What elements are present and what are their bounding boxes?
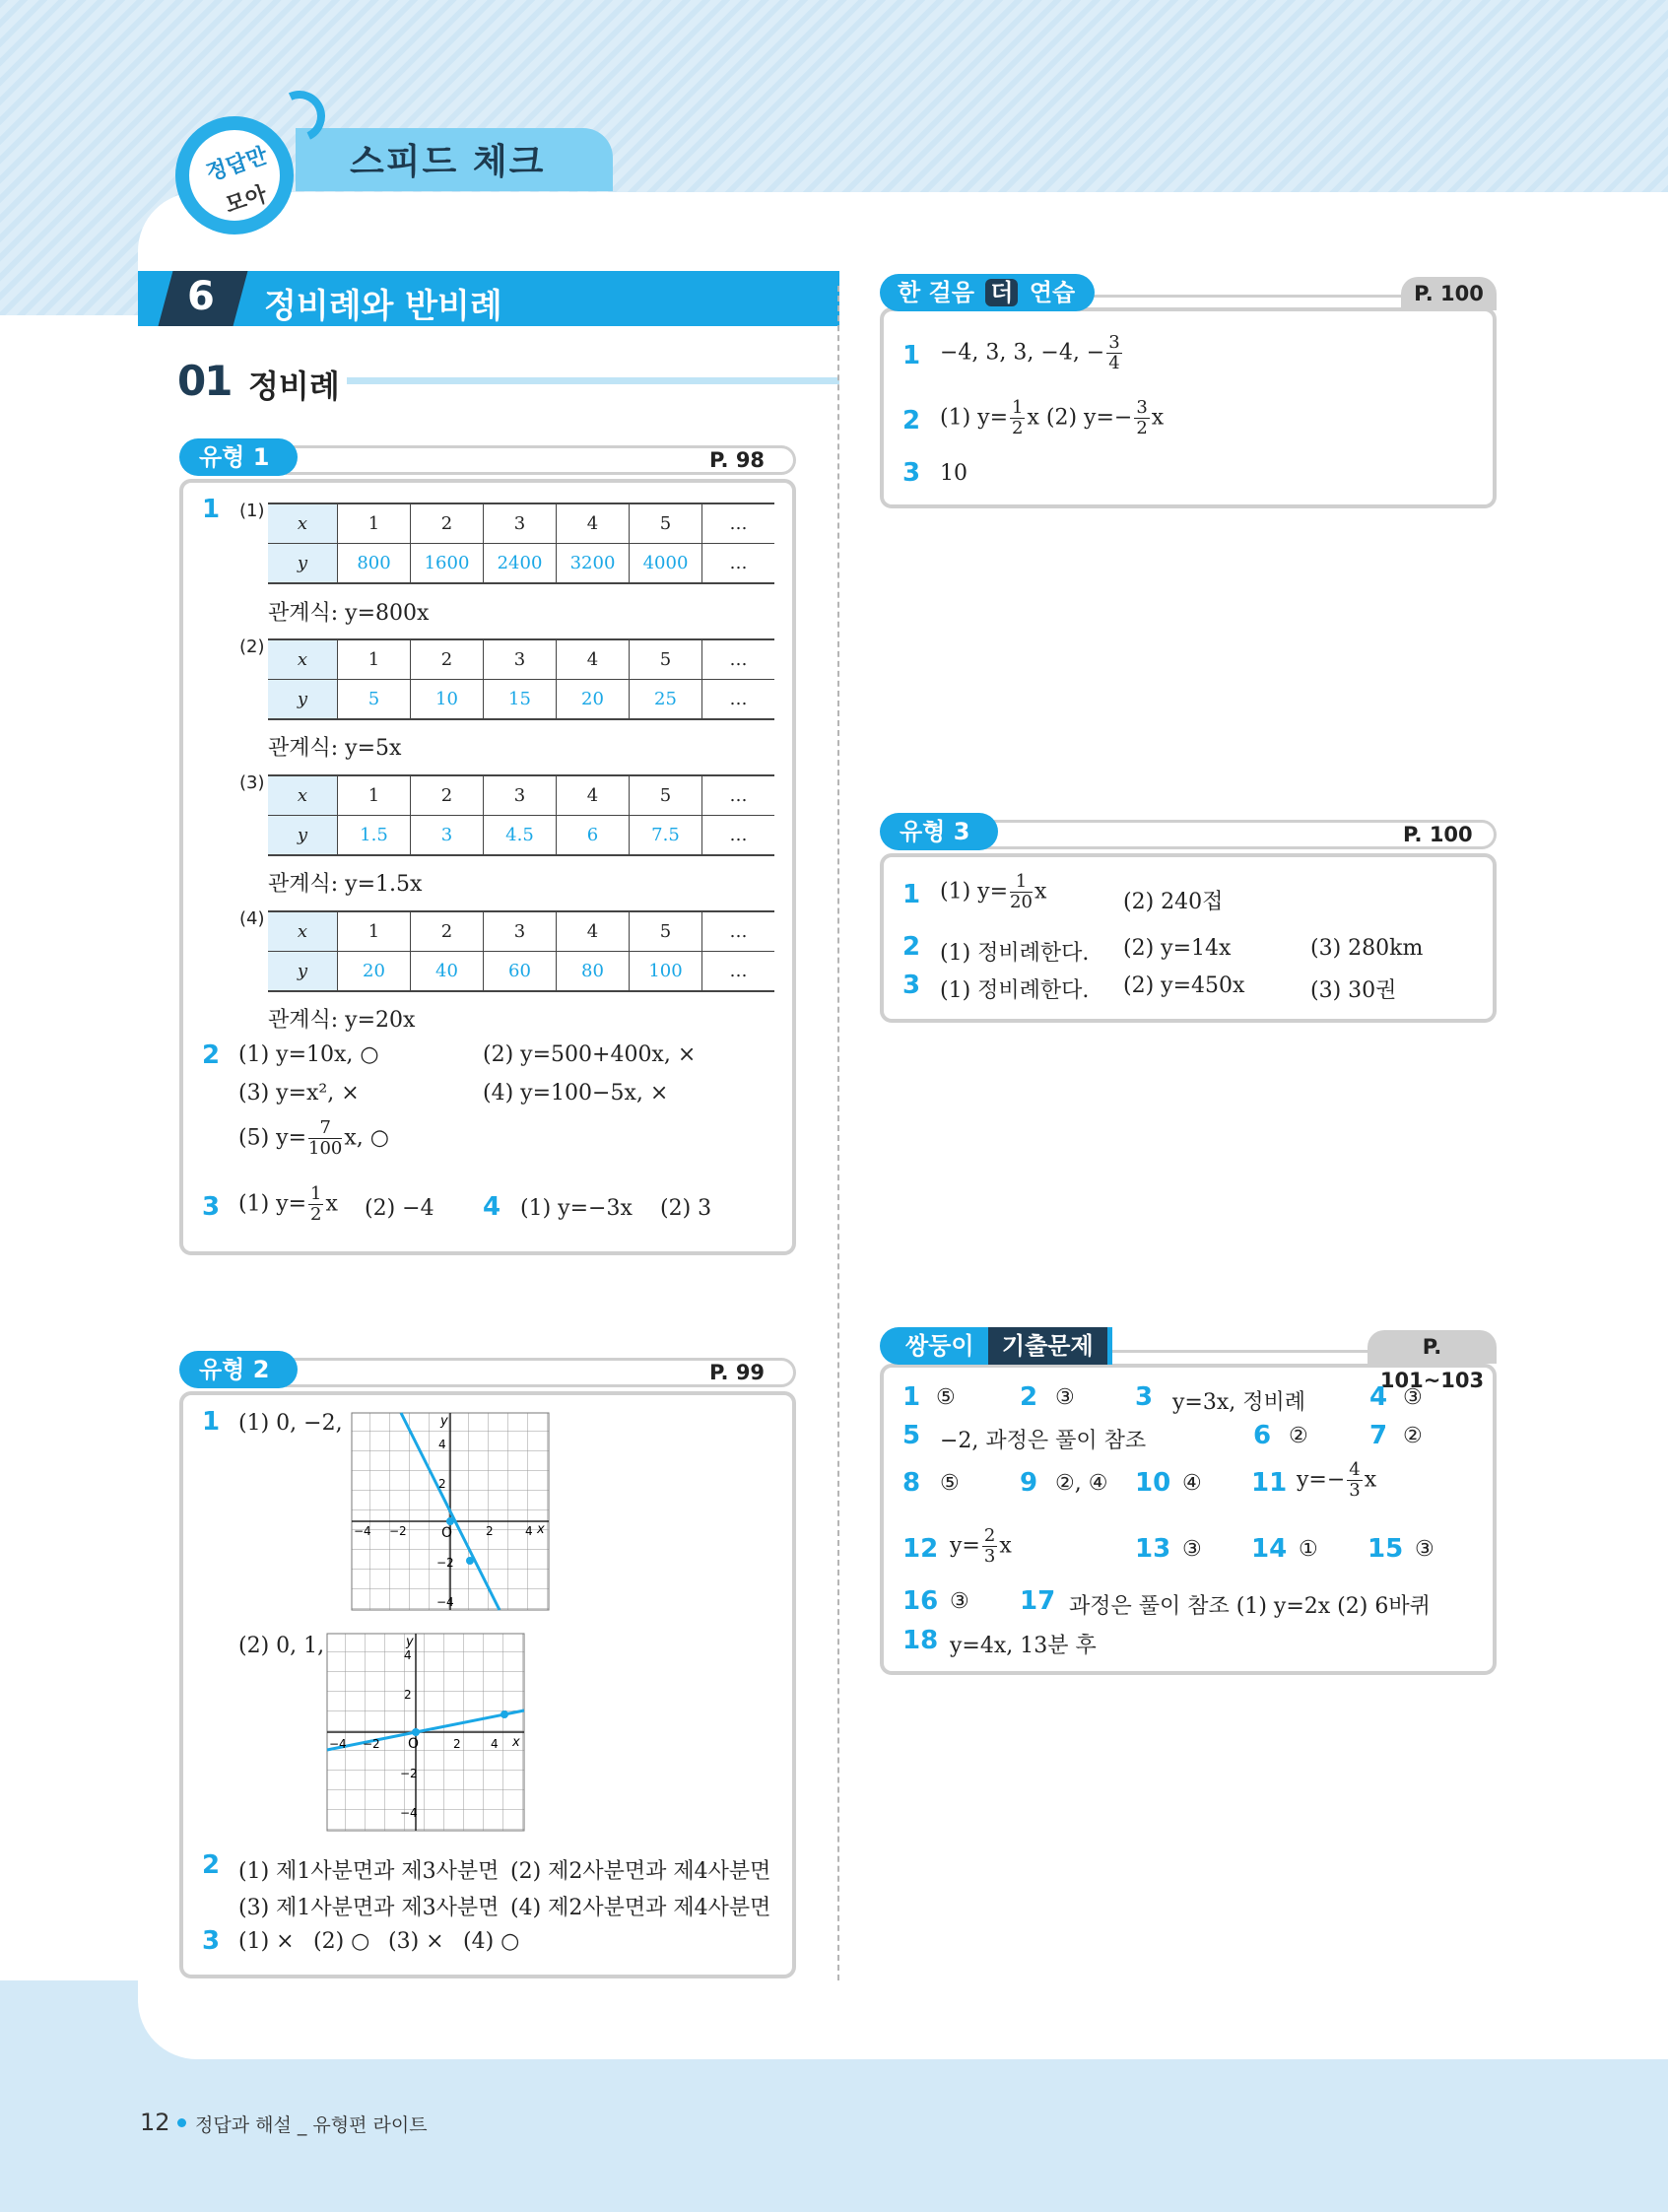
relation-text: 관계식: y=1.5x — [268, 872, 423, 897]
table-cell: y — [268, 680, 338, 720]
answer-text: −4, 3, 3, −4, − — [940, 340, 1105, 366]
answer: (3) 280km — [1310, 936, 1424, 961]
fraction — [1347, 1460, 1362, 1501]
answer: (3) y=x², × — [238, 1081, 360, 1106]
answer: ⑤ — [940, 1471, 960, 1496]
denominator: 2 — [1136, 418, 1148, 438]
answer: ① — [1299, 1537, 1318, 1562]
answer: (2) 240접 — [1123, 890, 1224, 914]
table-cell: … — [702, 816, 775, 856]
practice-page-ref: P. 100 — [1401, 277, 1497, 310]
answer-text: x — [325, 1191, 338, 1217]
q-number: 9 — [1020, 1468, 1038, 1498]
type2-page-ref: P. 99 — [709, 1361, 766, 1384]
x-row — [268, 639, 774, 680]
q-number: 3 — [202, 1926, 221, 1956]
table-cell: x — [268, 503, 338, 544]
q-number: 18 — [902, 1626, 939, 1655]
table-cell: 1 — [338, 503, 411, 544]
section-rule — [347, 377, 839, 384]
answer: (2) y=450x — [1123, 973, 1245, 998]
answer: (1) 제1사분면과 제3사분면 — [238, 1859, 500, 1884]
type3-tab: 유형 3 — [880, 813, 998, 850]
chapter-number: 6 — [187, 274, 215, 319]
answer-text: x (2) y=− — [1027, 405, 1133, 431]
answer-text: x — [999, 1533, 1012, 1559]
answer: (2) 0, 1, — [238, 1634, 325, 1658]
answer: y=3x, 정비례 — [1172, 1390, 1306, 1415]
tick-label: 4 — [491, 1737, 499, 1751]
numerator: 4 — [1349, 1459, 1361, 1480]
answer: (2) y=14x — [1123, 936, 1232, 961]
table-cell: 3200 — [557, 544, 630, 584]
table-cell: 1.5 — [338, 816, 411, 856]
q-number: 8 — [902, 1468, 921, 1498]
table-cell: 1 — [338, 911, 411, 952]
q-number: 3 — [202, 1192, 221, 1222]
fraction — [308, 1184, 323, 1225]
fraction — [1106, 333, 1121, 373]
denominator: 2 — [310, 1204, 322, 1225]
answer: (2) 제2사분면과 제4사분면 — [510, 1859, 771, 1884]
table-cell: … — [702, 775, 775, 816]
q-number: 2 — [902, 932, 921, 962]
q-number: 3 — [902, 458, 921, 488]
q-number: 2 — [202, 1040, 221, 1070]
table-cell: x — [268, 911, 338, 952]
tick-label: −4 — [400, 1806, 418, 1820]
table-cell: 4 — [557, 775, 630, 816]
tick-label: −4 — [329, 1737, 347, 1751]
axis-label-x: x — [537, 1522, 545, 1537]
table-cell: 5 — [338, 680, 411, 720]
axis-label-y: y — [406, 1635, 414, 1649]
q-number: 7 — [1369, 1421, 1388, 1450]
badge-line2: 모아 — [222, 181, 270, 219]
answer: (1) × — [238, 1929, 295, 1954]
value-table — [268, 774, 774, 856]
answer-text: (1) y= — [238, 1191, 307, 1217]
q-number: 4 — [483, 1192, 501, 1222]
axis-label-y: y — [440, 1414, 448, 1429]
table-cell: 800 — [338, 544, 411, 584]
relation-text: 관계식: y=5x — [268, 736, 402, 761]
answer: (1) 정비례한다. — [940, 941, 1090, 966]
q-number: 1 — [202, 1407, 221, 1437]
answer: ⑤ — [936, 1385, 956, 1410]
tick-label: −4 — [354, 1524, 371, 1538]
answer: ③ — [1415, 1537, 1434, 1562]
table-cell: 60 — [484, 952, 557, 992]
table-cell: 2 — [411, 911, 484, 952]
answer: (2) −4 — [365, 1196, 434, 1221]
graph-point — [412, 1728, 420, 1736]
table-cell: x — [268, 775, 338, 816]
table-cell: 4 — [557, 503, 630, 544]
denominator: 100 — [308, 1138, 343, 1159]
section-number: 01 — [177, 357, 232, 405]
exam-tab-line — [1103, 1335, 1409, 1353]
x-row — [268, 911, 774, 952]
answer: (4) 제2사분면과 제4사분면 — [510, 1896, 771, 1920]
answer: ③ — [1403, 1385, 1423, 1410]
relation-text: 관계식: y=800x — [268, 601, 430, 626]
graph-point — [446, 1517, 454, 1525]
answer: (1) 0, −2, — [238, 1411, 343, 1436]
practice-tab-text: 연습 — [1029, 279, 1076, 306]
answer: ② — [1289, 1424, 1308, 1448]
tick-label: −2 — [389, 1524, 407, 1538]
answer: 과정은 풀이 참조 (1) y=2x (2) 6바퀴 — [1069, 1594, 1431, 1619]
table-cell: … — [702, 544, 775, 584]
numerator: 1 — [1012, 397, 1024, 418]
table-cell: … — [702, 952, 775, 992]
answer: (3) 30권 — [1310, 978, 1397, 1003]
table-cell: 3 — [484, 503, 557, 544]
q-number: 5 — [902, 1421, 921, 1450]
q-number: 1 — [902, 880, 921, 909]
footer-text: 정답과 해설 _ 유형편 라이트 — [195, 2114, 428, 2136]
q-number: 3 — [902, 971, 921, 1000]
table-cell: 2 — [411, 503, 484, 544]
answer: (4) ○ — [463, 1929, 520, 1954]
table-cell: … — [702, 503, 775, 544]
value-table — [268, 910, 774, 992]
page-title: 스피드 체크 — [350, 142, 546, 182]
table-cell: 1600 — [411, 544, 484, 584]
practice-tab-line — [1064, 280, 1409, 298]
numerator: 7 — [308, 1118, 342, 1139]
tick-label: −2 — [363, 1737, 380, 1751]
q-number: 11 — [1251, 1468, 1288, 1498]
answer-text: y= — [950, 1533, 980, 1559]
answer-text: x — [1151, 405, 1165, 431]
table-cell: 5 — [630, 503, 702, 544]
table-cell: 10 — [411, 680, 484, 720]
q-number: 1 — [902, 1382, 921, 1412]
denominator: 20 — [1010, 892, 1033, 912]
denominator: 3 — [1349, 1480, 1361, 1501]
numerator: 1 — [1010, 872, 1033, 893]
fraction — [308, 1118, 342, 1159]
part-label: (2) — [239, 637, 265, 657]
table-cell: 40 — [411, 952, 484, 992]
bullet-icon — [177, 2118, 186, 2127]
answer: 10 — [940, 461, 967, 486]
table-cell: 4 — [557, 639, 630, 680]
answer: (3) × — [388, 1929, 444, 1954]
answer: (1) y=−3x — [520, 1196, 633, 1221]
table-cell: 4 — [557, 911, 630, 952]
q-number: 12 — [902, 1534, 939, 1564]
answer: ③ — [950, 1589, 969, 1614]
table-cell: 1 — [338, 775, 411, 816]
type2-tab: 유형 2 — [179, 1351, 298, 1388]
tick-label: 2 — [438, 1477, 446, 1491]
table-cell: y — [268, 816, 338, 856]
answer: (2) 3 — [660, 1196, 712, 1221]
table-cell: 5 — [630, 639, 702, 680]
exam-page-ref: P. 101~103 — [1368, 1330, 1497, 1364]
fraction — [1010, 872, 1033, 912]
exam-tab — [880, 1327, 1112, 1365]
graph-point — [466, 1557, 474, 1565]
table-cell: 20 — [557, 680, 630, 720]
answer: ② — [1403, 1424, 1423, 1448]
fraction — [982, 1526, 997, 1567]
answer: (1) 정비례한다. — [940, 978, 1090, 1003]
y-row — [268, 680, 774, 720]
x-row — [268, 775, 774, 816]
tick-label: 2 — [486, 1524, 494, 1538]
answer: ④ — [1182, 1471, 1202, 1496]
answer-fraction — [940, 398, 1164, 438]
q-number: 15 — [1368, 1534, 1404, 1564]
answer-text: (1) y= — [940, 405, 1009, 431]
table-cell: 7.5 — [630, 816, 702, 856]
table-cell: y — [268, 544, 338, 584]
graph-point — [500, 1710, 508, 1718]
practice-tab — [880, 274, 1095, 311]
table-cell: 3 — [484, 911, 557, 952]
part-label: (1) — [239, 501, 265, 521]
answer-text: x — [1034, 879, 1047, 905]
type3-page-ref: P. 100 — [1403, 823, 1473, 846]
section-title: 정비례 — [248, 368, 340, 405]
axis-label-x: x — [512, 1735, 520, 1750]
answer-text: x — [1364, 1467, 1377, 1493]
value-table — [268, 503, 774, 584]
denominator: 2 — [1012, 418, 1024, 438]
q-number: 16 — [902, 1586, 939, 1616]
tick-label: −4 — [436, 1595, 454, 1609]
table-cell: 5 — [630, 911, 702, 952]
tick-label: −2 — [400, 1767, 418, 1780]
part-label: (3) — [239, 772, 265, 793]
table-cell: 3 — [411, 816, 484, 856]
q-number: 4 — [1369, 1382, 1388, 1412]
tick-label: 2 — [453, 1737, 461, 1751]
table-cell: 4000 — [630, 544, 702, 584]
q-number: 6 — [1253, 1421, 1272, 1450]
denominator: 3 — [983, 1546, 996, 1567]
practice-tab-text: 한 걸음 — [898, 279, 974, 306]
answer-fraction — [940, 872, 1046, 912]
answer-text: x, ○ — [344, 1125, 389, 1151]
q-number: 3 — [1135, 1382, 1154, 1412]
q-number: 14 — [1251, 1534, 1288, 1564]
column-divider — [837, 286, 839, 1980]
part-label: (4) — [239, 908, 265, 929]
page-number: 12 — [140, 2109, 170, 2136]
numerator: 2 — [983, 1525, 996, 1546]
table-cell: 5 — [630, 775, 702, 816]
answer-fraction — [1297, 1460, 1376, 1501]
table-cell: 15 — [484, 680, 557, 720]
exam-tab-highlight: 기출문제 — [988, 1327, 1107, 1365]
answer-fraction — [238, 1118, 389, 1159]
practice-tab-highlight: 더 — [985, 279, 1018, 306]
table-cell: 20 — [338, 952, 411, 992]
table-cell: 3 — [484, 639, 557, 680]
table-cell: 1 — [338, 639, 411, 680]
table-cell: y — [268, 952, 338, 992]
answer: (2) ○ — [313, 1929, 370, 1954]
origin-label: O — [441, 1525, 453, 1541]
answer: (1) y=10x, ○ — [238, 1042, 379, 1067]
table-cell: 2 — [411, 775, 484, 816]
answer: −2, 과정은 풀이 참조 — [940, 1429, 1147, 1453]
q-number: 13 — [1135, 1534, 1171, 1564]
fraction — [1134, 398, 1149, 438]
table-cell: 25 — [630, 680, 702, 720]
table-cell: 2 — [411, 639, 484, 680]
table-cell: … — [702, 639, 775, 680]
table-cell: x — [268, 639, 338, 680]
table-cell: 3 — [484, 775, 557, 816]
table-cell: 2400 — [484, 544, 557, 584]
answer-fraction — [238, 1184, 338, 1225]
y-row — [268, 544, 774, 584]
numerator: 3 — [1108, 332, 1120, 353]
tick-label: 4 — [525, 1524, 533, 1538]
q-number: 1 — [902, 341, 921, 370]
x-row — [268, 503, 774, 544]
answer: (4) y=100−5x, × — [483, 1081, 669, 1106]
answer-fraction — [940, 333, 1124, 373]
type1-page-ref: P. 98 — [709, 448, 766, 472]
answer: ③ — [1055, 1385, 1075, 1410]
q-number: 1 — [202, 495, 221, 524]
value-table — [268, 638, 774, 720]
graph-2 — [325, 1632, 532, 1839]
answer: y=4x, 13분 후 — [950, 1634, 1097, 1658]
chapter-title: 정비례와 반비례 — [264, 287, 502, 326]
fraction — [1010, 398, 1025, 438]
answer: ②, ④ — [1055, 1471, 1108, 1496]
denominator: 4 — [1108, 353, 1120, 373]
answer: (2) y=500+400x, × — [483, 1042, 697, 1067]
table-cell: 80 — [557, 952, 630, 992]
q-number: 17 — [1020, 1586, 1056, 1616]
answer: (3) 제1사분면과 제3사분면 — [238, 1896, 500, 1920]
graph-1 — [350, 1411, 557, 1618]
badge-line1: 정답만 — [203, 143, 271, 187]
y-row — [268, 952, 774, 992]
answer-text: y=− — [1297, 1467, 1346, 1493]
table-cell: 4.5 — [484, 816, 557, 856]
q-number: 10 — [1135, 1468, 1171, 1498]
table-cell: … — [702, 680, 775, 720]
q-number: 2 — [1020, 1382, 1038, 1412]
table-cell: … — [702, 911, 775, 952]
numerator: 3 — [1136, 397, 1148, 418]
exam-tab-text: 쌍둥이 — [905, 1332, 974, 1360]
answer: ③ — [1182, 1537, 1202, 1562]
answer-fraction — [950, 1526, 1012, 1567]
numerator: 1 — [310, 1183, 322, 1204]
answer-text: (5) y= — [238, 1125, 307, 1151]
q-number: 2 — [202, 1850, 221, 1880]
answer-text: (1) y= — [940, 879, 1009, 905]
q-number: 2 — [902, 406, 921, 436]
table-cell: 6 — [557, 816, 630, 856]
origin-label: O — [408, 1736, 420, 1752]
tick-label: 4 — [438, 1438, 446, 1451]
table-cell: 100 — [630, 952, 702, 992]
tick-label: 4 — [404, 1648, 412, 1662]
relation-text: 관계식: y=20x — [268, 1008, 416, 1033]
tick-label: −2 — [436, 1556, 454, 1570]
type1-tab: 유형 1 — [179, 438, 298, 476]
tick-label: 2 — [404, 1688, 412, 1702]
y-row — [268, 816, 774, 856]
